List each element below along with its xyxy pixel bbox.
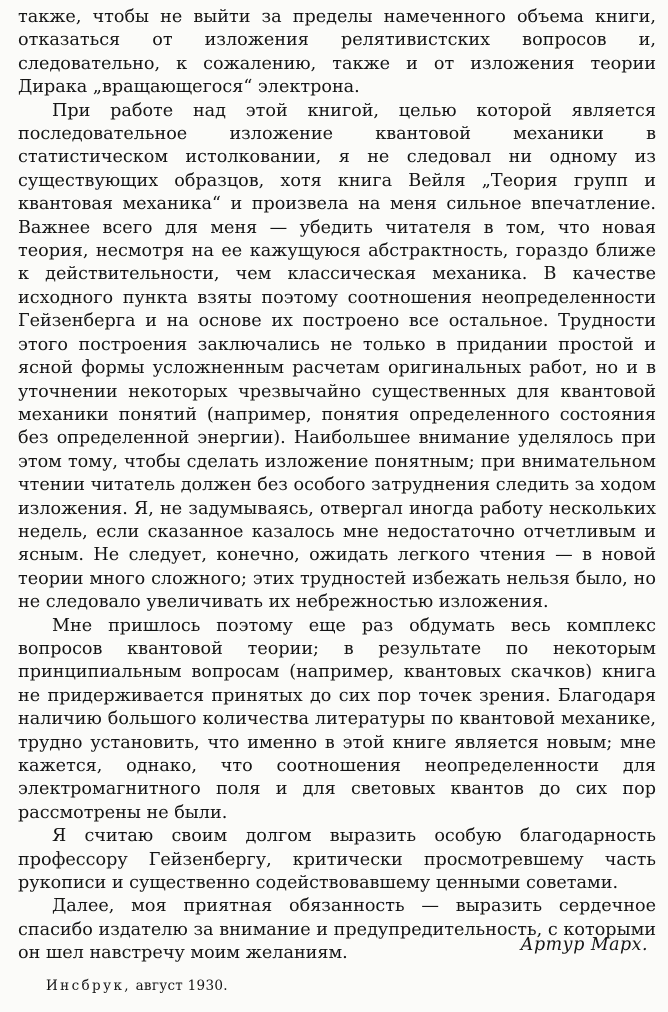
- paragraph-continuation: также, чтобы не выйти за пределы намеченного объема книги, отказаться от изложения релятивистских вопросов и, следовательно, к сожалению, также и от изложения теории Дирака „вращающегося“ электрона.: [18, 7, 656, 98]
- dateline-place: Инсбрук,: [46, 978, 131, 994]
- paragraph-method: При работе над этой книгой, целью которой является последовательное изложение квантовой механики в статистическом истолковании, я не следовал ни одному из существующих образцов, хотя книга Вейля „Теория групп и квантовая механика“ и произвела на меня сильное впечатление. Важнее всего для меня — убедить читателя в том, что новая теория, несмотря на ее кажущуюся абстрактность, гораздо ближе к действительности, чем классическая механика. В качестве исходного пункта взяты поэтому соотношения неопределенности Гейзенберга и на основе их построено все остальное. Трудности этого построения заключались не только в придании простой и ясной формы усложненным расчетам оригинальных работ, но и в уточнении некоторых чрезвычайно существенных для квантовой механики понятий (например, понятия определенного состояния без определенной энергии). Наибольшее внимание уделялось при этом тому, чтобы сделать изложение понятным; при внимательном чтении читатель должен без особого затруднения следить за ходом изложения. Я, не задумываясь, отвергал иногда работу нескольких недель, если сказанное казалось мне недостаточно отчетливым и ясным. Не следует, конечно, ожидать легкого чтения — в новой теории много сложного; этих трудностей избежать нельзя было, но не следовало увеличивать их небрежностью изложения.: [18, 100, 656, 613]
- paragraph-rethinking: Мне пришлось поэтому еще раз обдумать весь комплекс вопросов квантовой теории; в результате по некоторым принципиальным вопросам (например, квантовых скачков) книга не придерживается принятых до сих пор точек зрения. Благодаря наличию большого количества литературы по квантовой механике, трудно установить, что именно в этой книге является новым; мне кажется, однако, что соотношения неопределенности для электромагнитного поля и для световых квантов до сих пор рассмотрены не были.: [18, 615, 656, 823]
- paragraph-thanks-heisenberg: Я считаю своим долгом выразить особую благодарность профессору Гейзенбергу, критически просмотревшему часть рукописи и существенно содействовавшему ценными советами.: [18, 826, 656, 894]
- dateline: [46, 978, 228, 994]
- dateline-date: август 1930.: [135, 978, 228, 994]
- paragraph-thanks-publisher: Далее, моя приятная обязанность — выразить сердечное спасибо издателю за внимание и предупредительность, с которыми он шел навстречу моим желаниям.: [18, 896, 656, 964]
- author-signature: Артур Марх.: [520, 935, 648, 955]
